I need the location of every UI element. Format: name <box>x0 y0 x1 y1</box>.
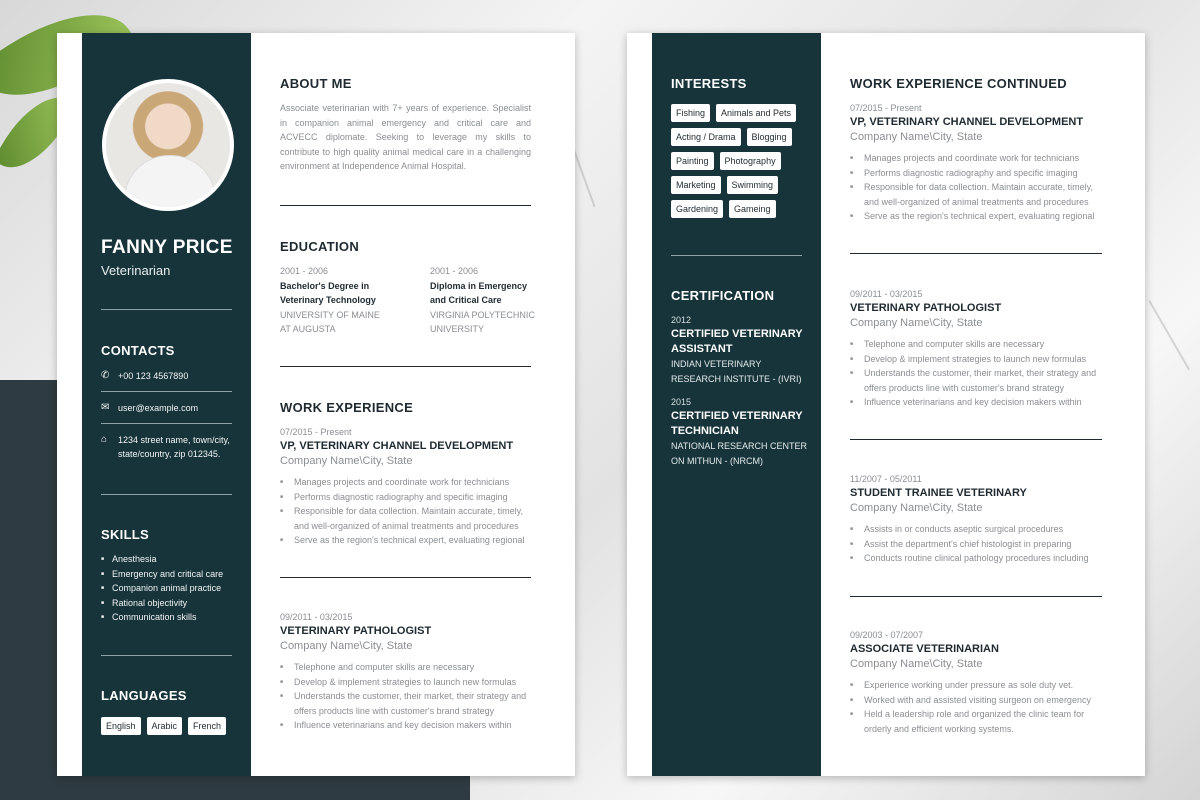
job-bullet: ■ Performs diagnostic radiography and specific imaging <box>280 490 532 505</box>
marble-vein-decoration <box>1148 300 1190 370</box>
job-bullet: ■ Manages projects and coordinate work for technicians <box>850 151 1102 166</box>
job-bullet: ■ Serve as the region's technical expert, evaluating regional <box>850 209 1102 224</box>
job-bullet: ■ Influence veterinarians and key decision makers within <box>850 395 1102 410</box>
education-school: VIRGINIA POLYTECHNIC <box>430 309 535 320</box>
job-title: VP, VETERINARY CHANNEL DEVELOPMENT <box>280 440 514 452</box>
education-dates: 2001 - 2006 <box>430 266 479 276</box>
job-bullets <box>850 522 1102 566</box>
about-heading: ABOUT ME <box>280 76 352 91</box>
job-bullets <box>850 678 1102 736</box>
job-bullet: ■ Serve as the region's technical expert, evaluating regional <box>280 533 532 548</box>
skill-item: ■ Communication skills <box>101 610 223 625</box>
job-title: VETERINARY PATHOLOGIST <box>280 625 432 637</box>
certification-heading: CERTIFICATION <box>671 288 775 303</box>
certification-org: RESEARCH INSTITUTE - (IVRI) <box>671 373 802 384</box>
certification-title: TECHNICIAN <box>671 425 739 437</box>
skill-item: ■ Emergency and critical care <box>101 567 223 582</box>
job-title: VETERINARY PATHOLOGIST <box>850 302 1002 314</box>
interest-chip: Painting <box>671 152 714 170</box>
profile-role: Veterinarian <box>101 263 171 278</box>
job-entry <box>280 611 532 733</box>
job-bullet: ■ Manages projects and coordinate work for technicians <box>280 475 532 490</box>
education-item <box>280 264 405 337</box>
languages-list <box>101 717 241 735</box>
job-bullet: ■ Held a leadership role and organized the clinic team for orderly and efficient working systems. <box>850 707 1102 736</box>
job-entry <box>850 288 1102 410</box>
phone-icon: ✆ <box>101 370 110 381</box>
about-text: Associate veterinarian with 7+ years of experience. Specialist in companion animal emergency and critical care and ACVECC diplomate. Seeking to leverage my skills to contribute to high quality animal medical care in a challenging environment at Independence Animal Hospital. <box>280 103 531 171</box>
divider <box>101 423 232 424</box>
resume-page-2 <box>627 33 1145 776</box>
marble-vein-decoration <box>573 150 595 207</box>
job-bullet: ■ Responsible for data collection. Maintain accurate, timely, and well-organized of animal treatments and procedures <box>280 504 532 533</box>
work-heading: WORK EXPERIENCE <box>280 400 414 415</box>
photo-figure <box>124 155 216 211</box>
education-degree: Diploma in Emergency <box>430 280 528 291</box>
interest-chip: Animals and Pets <box>716 104 796 122</box>
interests-list <box>671 104 806 218</box>
job-bullets <box>280 660 532 733</box>
certification-title: CERTIFIED VETERINARY <box>671 328 803 340</box>
certification-item <box>671 314 811 386</box>
home-icon: ⌂ <box>101 434 108 445</box>
language-chip: English <box>101 717 141 735</box>
language-chip: Arabic <box>147 717 183 735</box>
skill-item: ■ Anesthesia <box>101 552 223 567</box>
education-degree: Bachelor's Degree in <box>280 280 370 291</box>
job-title: ASSOCIATE VETERINARIAN <box>850 643 999 655</box>
education-heading: EDUCATION <box>280 239 360 254</box>
job-title: VP, VETERINARY CHANNEL DEVELOPMENT <box>850 116 1084 128</box>
job-dates: 09/2003 - 07/2007 <box>850 630 924 640</box>
divider <box>101 494 232 495</box>
certification-title: ASSISTANT <box>671 343 733 355</box>
skill-item: ■ Companion animal practice <box>101 581 223 596</box>
job-dates: 07/2015 - Present <box>280 427 352 437</box>
job-dates: 09/2011 - 03/2015 <box>850 289 923 299</box>
education-item <box>430 264 555 337</box>
certification-year: 2012 <box>671 315 692 325</box>
left-sidebar <box>82 33 251 776</box>
job-bullet: ■ Understands the customer, their market, their strategy and offers products line with customer's brand strategy <box>280 689 532 718</box>
job-bullet: ■ Influence veterinarians and key decision makers within <box>280 718 532 733</box>
divider <box>280 205 531 206</box>
work-continued-heading: WORK EXPERIENCE CONTINUED <box>850 76 1067 91</box>
profile-name: FANNY PRICE <box>101 237 233 258</box>
skills-list <box>101 552 223 625</box>
language-chip: French <box>188 717 226 735</box>
certification-item <box>671 396 811 468</box>
left-main-column <box>251 33 575 776</box>
divider <box>280 366 531 367</box>
job-bullet: ■ Worked with and assisted visiting surgeon on emergency <box>850 693 1102 708</box>
job-bullet: ■ Telephone and computer skills are necessary <box>280 660 532 675</box>
job-dates: 11/2007 - 05/2011 <box>850 474 922 484</box>
job-dates: 07/2015 - Present <box>850 103 922 113</box>
job-bullets <box>850 151 1102 224</box>
job-bullet: ■ Assists in or conducts aseptic surgical procedures <box>850 522 1102 537</box>
email-icon: ✉ <box>101 402 110 413</box>
interest-chip: Photography <box>720 152 781 170</box>
divider <box>671 255 802 256</box>
job-bullet: ■ Assist the department's chief histologist in preparing <box>850 537 1102 552</box>
job-bullet: ■ Telephone and computer skills are necessary <box>850 337 1102 352</box>
certification-year: 2015 <box>671 397 692 407</box>
education-school: UNIVERSITY OF MAINE <box>280 309 380 320</box>
job-dates: 09/2011 - 03/2015 <box>280 612 353 622</box>
job-bullet: ■ Responsible for data collection. Maintain accurate, timely, and well-organized of animal treatments and procedures <box>850 180 1102 209</box>
certification-org: ON MITHUN - (NRCM) <box>671 455 763 466</box>
job-bullets <box>280 475 532 548</box>
job-bullet: ■ Conducts routine clinical pathology procedures including <box>850 551 1102 566</box>
contact-email: ✉ user@example.com <box>101 402 199 413</box>
job-company: Company Name\City, State <box>280 640 413 652</box>
job-title: STUDENT TRAINEE VETERINARY <box>850 487 1027 499</box>
interests-heading: INTERESTS <box>671 76 747 91</box>
interest-chip: Fishing <box>671 104 710 122</box>
certification-org: INDIAN VETERINARY <box>671 359 762 369</box>
job-entry <box>850 629 1102 736</box>
skills-heading: SKILLS <box>101 527 150 542</box>
resume-page-1 <box>57 33 575 776</box>
education-school: AT AUGUSTA <box>280 324 336 334</box>
divider <box>280 577 531 578</box>
interest-chip: Acting / Drama <box>671 128 741 146</box>
job-bullet: ■ Develop & implement strategies to launch new formulas <box>280 675 532 690</box>
contact-phone: ✆ +00 123 4567890 <box>101 370 189 381</box>
profile-photo <box>102 79 234 211</box>
job-company: Company Name\City, State <box>850 502 983 514</box>
education-school: UNIVERSITY <box>430 324 485 334</box>
divider <box>101 391 232 392</box>
right-main-column <box>821 33 1145 776</box>
right-sidebar <box>652 33 821 776</box>
divider <box>101 309 232 310</box>
job-company: Company Name\City, State <box>850 131 983 143</box>
education-degree: Veterinary Technology <box>280 295 376 305</box>
interest-chip: Swimming <box>727 176 779 194</box>
job-entry <box>280 426 532 548</box>
job-entry <box>850 473 1102 566</box>
job-bullet: ■ Understands the customer, their market, their strategy and offers products line with customer's brand strategy <box>850 366 1102 395</box>
interest-chip: Blogging <box>747 128 792 146</box>
skill-item: ■ Rational objectivity <box>101 596 223 611</box>
job-bullets <box>850 337 1102 410</box>
job-entry <box>850 102 1102 224</box>
contact-address: ⌂ 1234 street name, town/city, state/country, zip 012345. <box>101 434 230 459</box>
languages-heading: LANGUAGES <box>101 688 187 703</box>
job-company: Company Name\City, State <box>850 658 983 670</box>
divider <box>850 596 1102 597</box>
divider <box>850 253 1102 254</box>
job-company: Company Name\City, State <box>850 317 983 329</box>
job-company: Company Name\City, State <box>280 455 413 467</box>
divider <box>101 655 232 656</box>
job-bullet: ■ Experience working under pressure as sole duty vet. <box>850 678 1102 693</box>
job-bullet: ■ Develop & implement strategies to launch new formulas <box>850 352 1102 367</box>
job-bullet: ■ Performs diagnostic radiography and specific imaging <box>850 166 1102 181</box>
certification-title: CERTIFIED VETERINARY <box>671 410 803 422</box>
interest-chip: Marketing <box>671 176 721 194</box>
divider <box>850 439 1102 440</box>
interest-chip: Gameing <box>729 200 776 218</box>
education-degree: and Critical Care <box>430 295 502 305</box>
education-dates: 2001 - 2006 <box>280 266 329 276</box>
contacts-heading: CONTACTS <box>101 343 175 358</box>
interest-chip: Gardening <box>671 200 723 218</box>
certification-org: NATIONAL RESEARCH CENTER <box>671 441 808 451</box>
